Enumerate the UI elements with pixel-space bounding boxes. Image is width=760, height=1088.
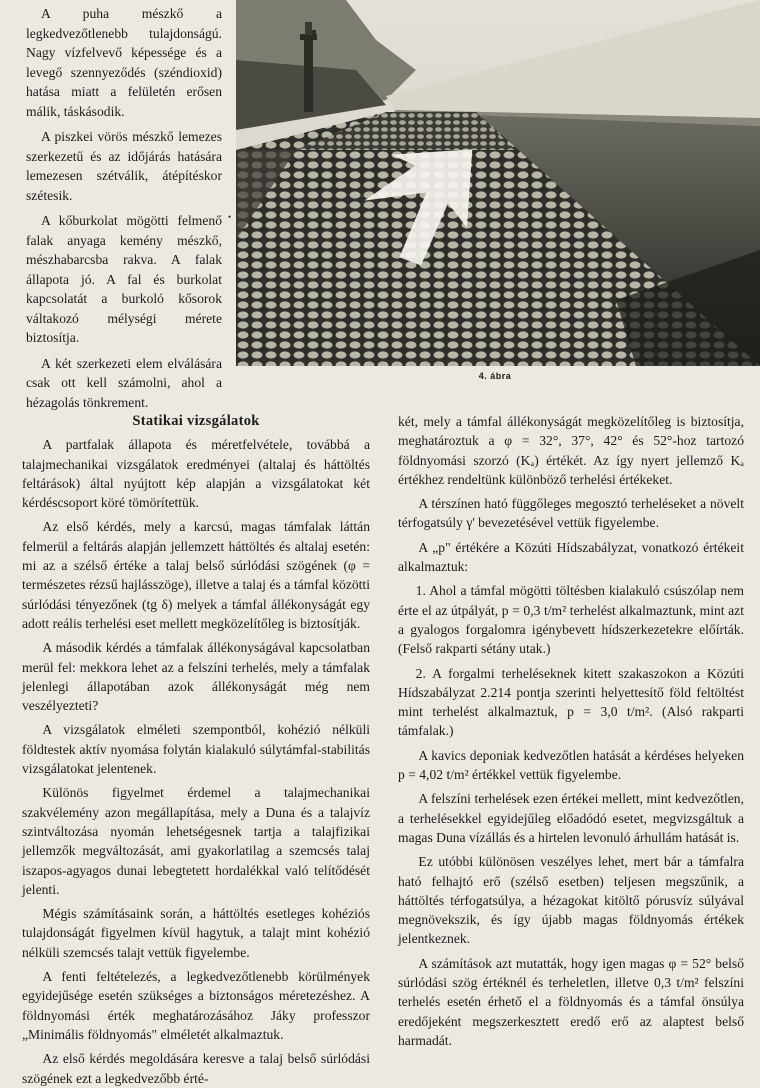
figure-photo [236,0,760,366]
body-paragraph: A fenti feltételezés, a legkedvezőtlenebb körülmények egyidejűsége esetén szükséges a biztonságos méretezéshez. A földnyomási érték meghatározásához Jáky professzor „Minimális földnyomás" elméletét alkalmaztuk. [22,969,370,1042]
section-title: Statikai vizsgálatok [132,413,260,429]
body-paragraph: Mégis számításaink során, a háttöltés esetleges kohéziós tulajdonságát figyelmen kívül hagytuk, a talajt mint kohézió nélküli szemcsés talajt vettük figyelembe. [22,906,370,960]
body-paragraph: Ez utóbbi különösen veszélyes lehet, mert bár a támfalra ható felhajtó erő (szélső esetben) teljesen megszűnik, a háttöltés térfogatsúlya, a hézagokat kitöltő pórusvíz súlyával megnövekszik, és így újabb magas földnyomás értékek jelentkeznek. [398,854,744,947]
body-paragraph: Különös figyelmet érdemel a talajmechanikai szakvélemény azon megállapítása, mely a Duna és a talajvíz szintváltozása nyomán lehetségesnek tartja a talajfizikai jellemzők megváltozását, ami gyakorlatilag a szemcsés talaj iszapos-agyagos dunai lebegtetett hordalékkal való telítődését jelenti. [22,785,370,897]
list-item: 1. Ahol a támfal mögötti töltésben kialakuló csúszólap nem érte el az útpályát, p = 0,3 t/m² terhelést alkalmaztunk, mint azt a gyalogos forgalomra igénybevett hídszerkezetekre előírták. (Felső rakparti sétány utak.) [398,583,744,657]
body-paragraph: Az első kérdés, mely a karcsú, magas támfalak láttán felmerül a feltárás alapján jellemzett háttöltés és altalaj esetén: mi az a szélső értéke a talaj belső súrlódási szögének (φ = természetes rézsű hajlásszöge), illetve a talaj és a támfal közötti súrlódási tényezőnek (tg δ) melyek a támfal állékonyságát egy adott reális terhelési eset mellett megközelítőleg is biztosítják. [22,519,370,631]
body-paragraph: Az első kérdés megoldására keresve a talaj belső súrlódási szögének ezt a legkedvezőbb érté- [22,1051,370,1086]
body-paragraph: A kavics deponiak kedvezőtlen hatását a kérdéses helyeken p = 4,02 t/m² értékkel vettük figyelembe. [398,747,744,783]
embankment-photo-illustration [236,0,760,366]
list-item: 2. A forgalmi terheléseknek kitett szakaszokon a Közúti Hídszabályzat 2.214 pontja szerinti helyettesítő föld feltöltést mint terhelést alkalmaztuk, p = 3,0 t/m². (Alsó rakparti támfalak.) [398,665,744,739]
margin-dot: • [228,212,232,222]
body-paragraph: A „p" értékére a Közúti Hídszabályzat, vonatkozó értékeit alkalmaztuk: [398,539,744,575]
body-paragraph: A vizsgálatok elméleti szempontból, kohézió nélküli földtestek aktív nyomása folytán kialakuló súlytámfal-stabilitás vizsgálatokat jelentenek. [22,722,370,777]
figure-caption: 4. ábra [478,371,512,381]
right-column [398,412,744,1050]
intro-text-column [26,4,222,412]
intro-paragraph: A puha mészkő a legkedvezőtlenebb tulajdonságú. Nagy vízfelvevő képessége és a levegő szennyeződés (széndioxid) hatása miatt a felületén erősen málik, táskásodik. [26,6,222,119]
body-paragraph: A térszínen ható függőleges megosztó terheléseket a növelt térfogatsúly γ' bevezetésével vettük figyelembe. [398,496,744,531]
lighthouse-tower [304,38,313,112]
body-paragraph: A felszíni terhelések ezen értékei mellett, mint kedvezőtlen, a terhelésekkel egyidejűleg előadódó esetet, megvizsgáltuk a magas Duna vízállás és a hirtelen levonuló árhullám hatását is. [398,791,744,845]
intro-paragraph: A kőburkolat mögötti felmenő falak anyaga kemény mészkő, mészhabarcsba rakva. A falak állapota jó. A fal és burkolat kapcsolatát a burkoló kősorok váltakozó mélységi mérete biztosítja. [26,213,222,345]
body-paragraph: A számítások azt mutatták, hogy igen magas φ = 52° belső súrlódási szög értéknél és terheletlen, illetve 0,3 t/m² felszíni terhelés esetén érhető el a földnyomás és a támfal önsúlya eredőjeként megszerkesztett eredő erő az alaptest belső harmadát. [398,955,744,1048]
left-column [22,412,370,1088]
body-paragraph: A partfalak állapota és méretfelvétele, továbbá a talajmechanikai vizsgálatok eredményei (altalaj és háttöltés feltárások) által nyújtott kép alapján a vizsgálatokat két kérdéscsoport köré tömörítettük. [22,437,370,511]
body-paragraph: A második kérdés a támfalak állékonyságával kapcsolatban merül fel: mekkora lehet az a felszíni terhelés, mely a támfalak jelenlegi állapotában azok állékonyságát még nem veszélyezteti? [22,640,370,714]
intro-paragraph: A két szerkezeti elem elválására csak ott kell számolni, ahol a hézagolás tönkrement. [26,355,222,410]
continued-paragraph: két, mely a támfal állékonyságát megközelítőleg is biztosítja, meghatároztuk a φ = 32°, 37°, 42° és 52°-hoz tartozó földnyomási szorzó (Kₐ) értékét. Az így nyert jellemző Kₐ értékhez rendeltünk különböző terhelési értékeket. [398,414,744,487]
intro-paragraph: A piszkei vörös mészkő lemezes szerkezetű és az időjárás hatására lemezesen szétválik, átépítéskor szétesik. [26,129,222,203]
